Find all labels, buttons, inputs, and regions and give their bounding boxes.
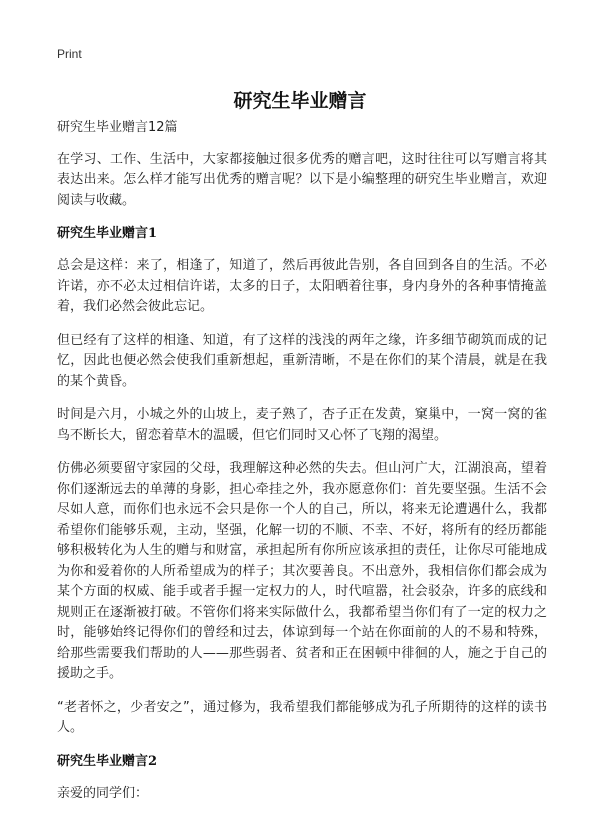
paragraph: 亲爱的同学们： bbox=[57, 785, 149, 801]
article-subtitle: 研究生毕业赠言12篇 bbox=[57, 120, 178, 135]
print-link[interactable]: Print bbox=[57, 47, 82, 61]
paragraph: 总会是这样：来了，相逢了，知道了，然后再彼此告别，各自回到各自的生活。不必许诺，亦不必太过相信许诺，太多的日子，太阳晒着往事，身内身外的各种事情掩盖着，我们必然会彼此忘记。 bbox=[57, 258, 547, 314]
page-title: 研究生毕业赠言 bbox=[233, 90, 367, 112]
section-heading-2: 研究生毕业赠言2 bbox=[57, 753, 158, 769]
paragraph: 仿佛必须要留守家园的父母，我理解这种必然的失去。但山河广大，江湖浪高，望着你们逐渐远去的单薄的身影，担心牵挂之外，我亦愿意你们：首先要坚强。生活不会尽如人意，而你们也永远不会只是你一个人的自己，所以，将来无论遭遇什么，我都希望你们能够乐观，主动，坚强，化解一切的不顺、不幸、不好，将所有的经历都能够积极转化为人生的赠与和财富，承担起所有你所应该承担的责任，让你尽可能地成为你和爱着你的人所希望成为的样子；其次要善良。不出意外，我相信你们都会成为某个方面的权威、能手或者手握一定权力的人，时代喧嚣，社会驳杂，许多的底线和规则正在逐渐被打破。不管你们将来实际做什么，我都希望当你们有了一定的权力之时，能够始终记得你们的曾经和过去，体谅到每一个站在你面前的人的不易和特殊，给那些需要我们帮助的人——那些弱者、贫者和正在困顿中徘徊的人，施之于自己的援助之手。 bbox=[57, 461, 547, 681]
intro-paragraph: 在学习、工作、生活中，大家都接触过很多优秀的赠言吧，这时往往可以写赠言将其表达出来。怎么样才能写出优秀的赠言呢？以下是小编整理的研究生毕业赠言，欢迎阅读与收藏。 bbox=[57, 151, 547, 208]
article-body bbox=[57, 118, 547, 817]
section-heading-1: 研究生毕业赠言1 bbox=[57, 226, 158, 241]
paragraph: “老者怀之，少者安之”，通过修为，我希望我们都能够成为孔子所期待的这样的读书人。 bbox=[57, 699, 547, 735]
paragraph: 时间是六月，小城之外的山坡上，麦子熟了，杏子正在发黄，窠巢中，一窝一窝的雀鸟不断长大，留恋着草木的温暖，但它们同时又心怀了飞翔的渴望。 bbox=[57, 407, 547, 443]
paragraph: 但已经有了这样的相逢、知道，有了这样的浅浅的两年之缘，许多细节砌筑而成的记忆，因此也便必然会使我们重新想起，重新清晰，不是在你们的某个清晨，就是在我的某个黄昏。 bbox=[57, 332, 547, 389]
